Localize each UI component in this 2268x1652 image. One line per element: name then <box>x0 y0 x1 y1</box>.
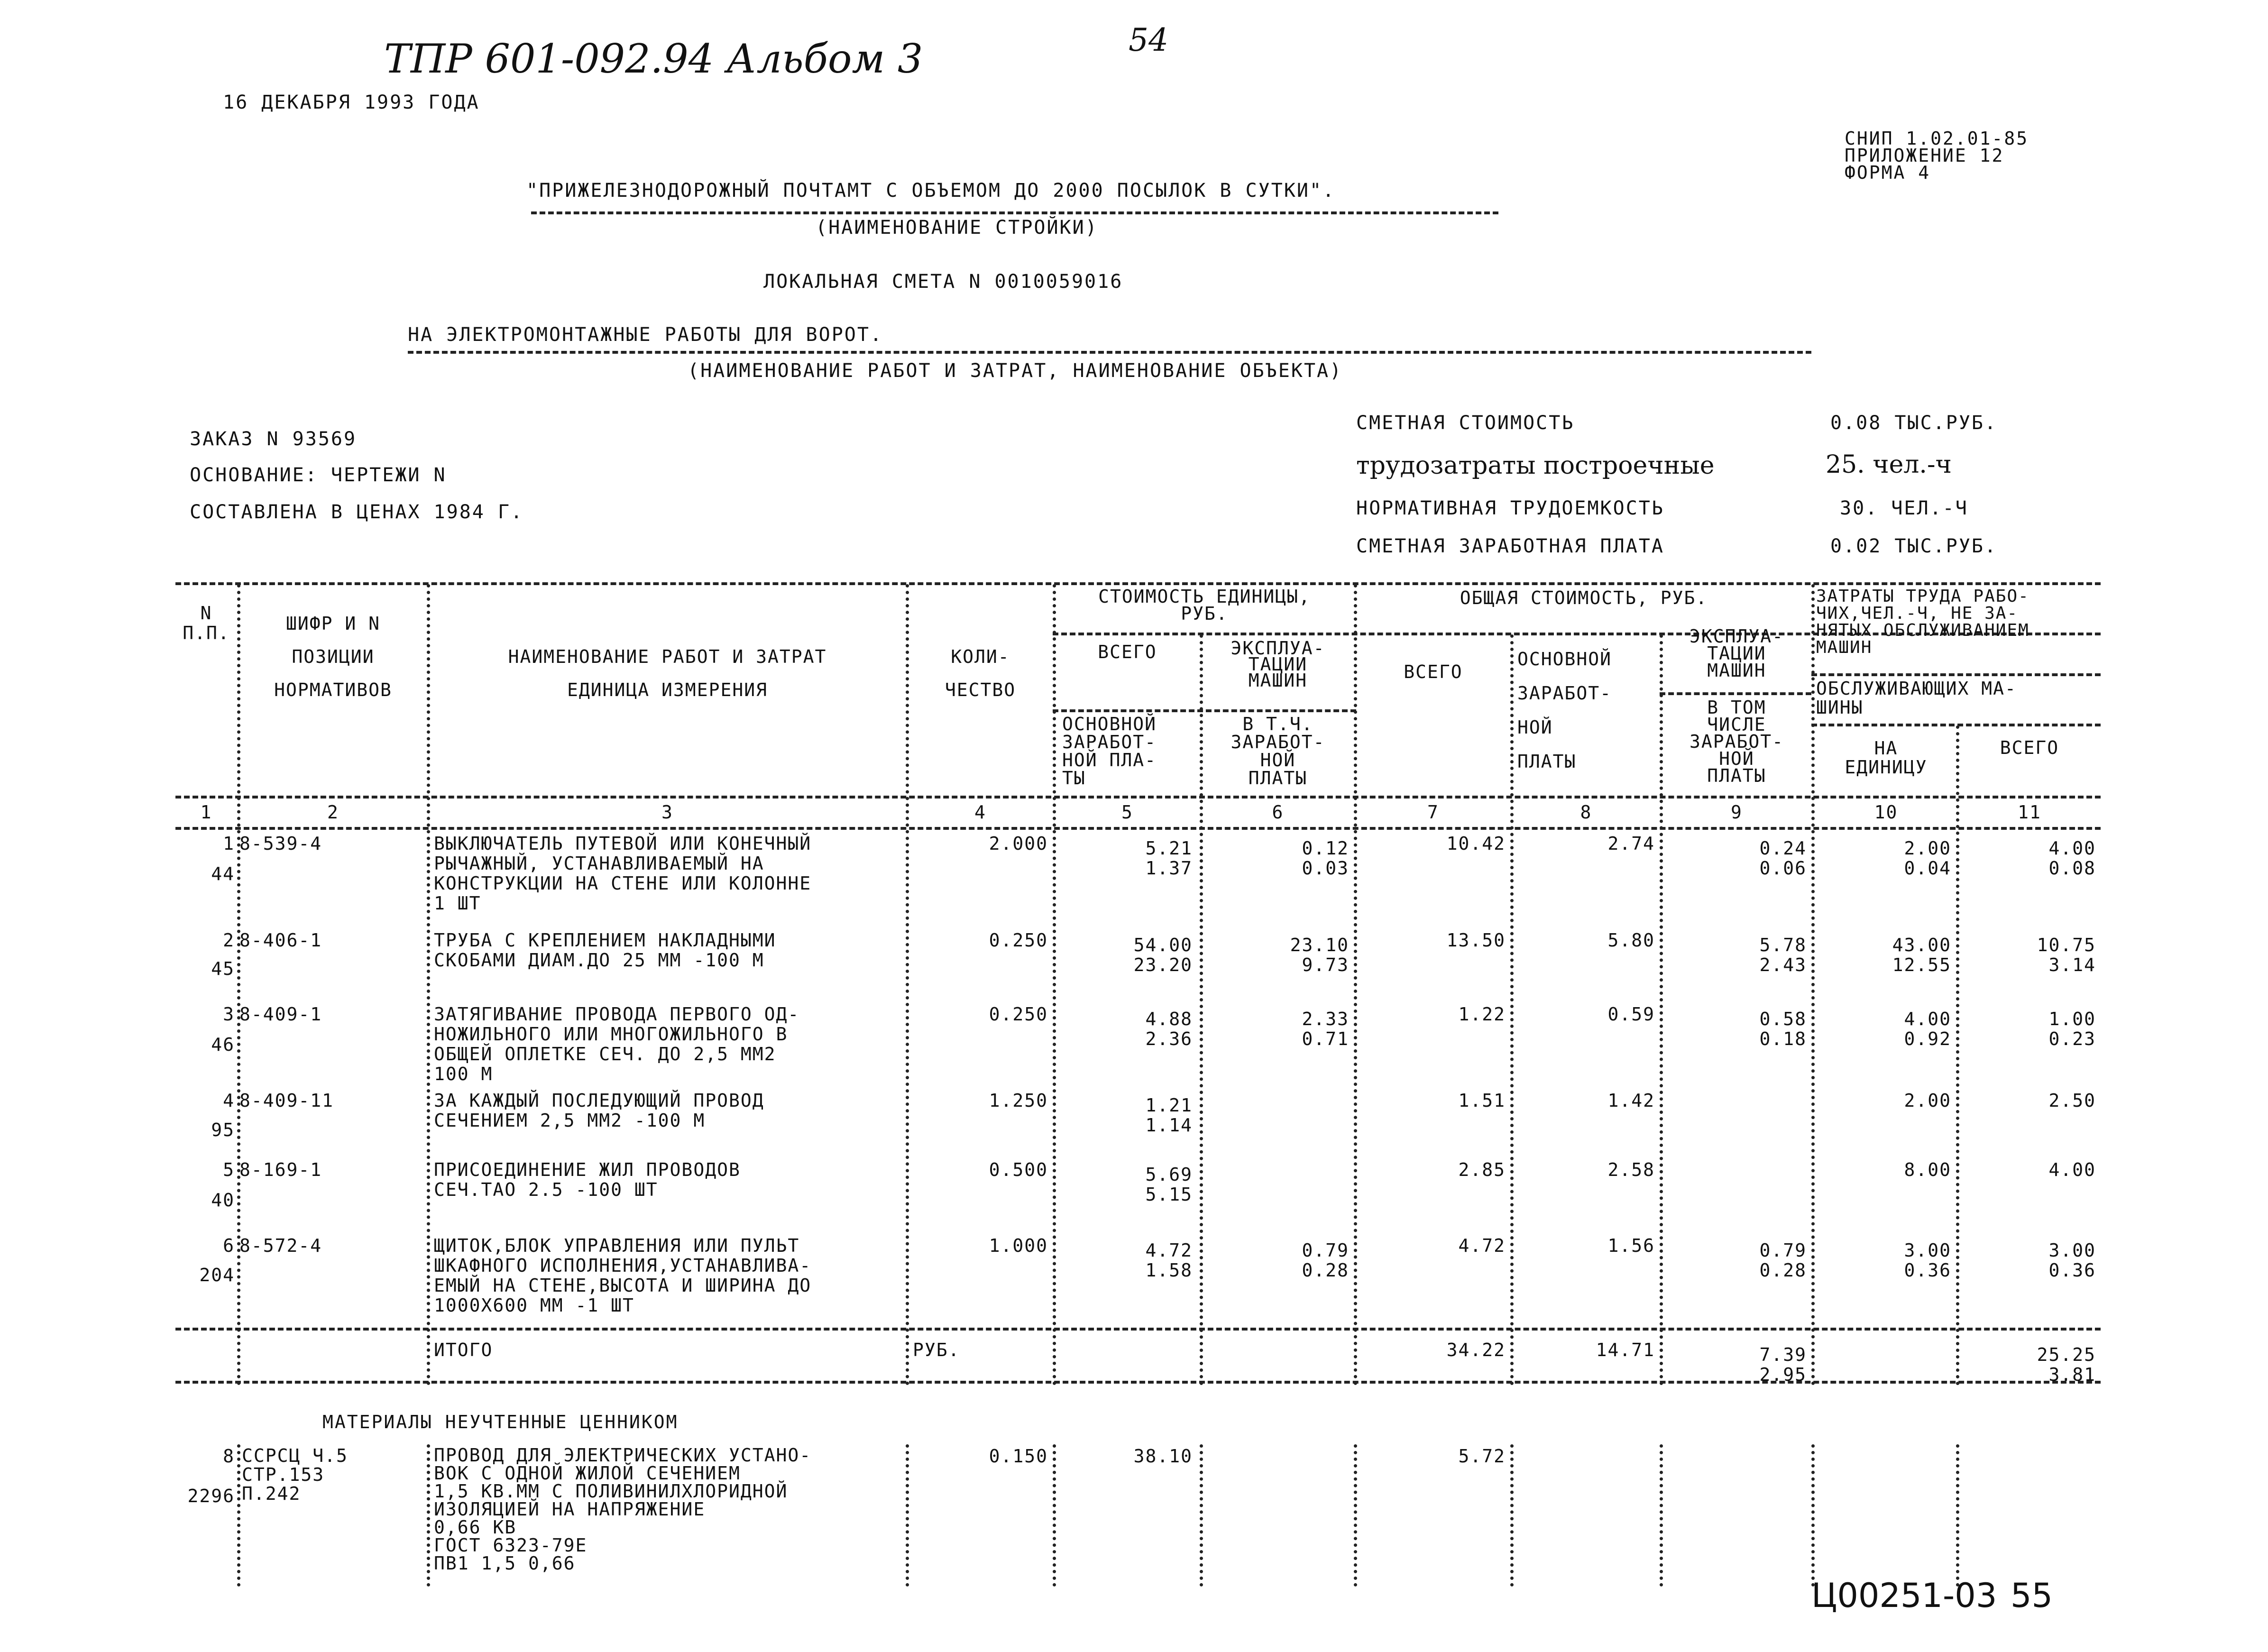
total-exploit: 0.79 0.28 <box>1759 1240 1807 1281</box>
row-number: 3 <box>223 1004 235 1025</box>
col-header-unit-cost: СТОИМОСТЬ ЕДИНИЦЫ, РУБ. <box>1098 586 1311 624</box>
column-number: 2 <box>327 802 339 823</box>
summary-value: 0.08 ТЫС.РУБ. <box>1830 412 1998 434</box>
table-rule <box>1811 673 2101 676</box>
column-separator <box>1811 584 1815 1386</box>
row-number-secondary: 46 <box>211 1034 235 1055</box>
unit-cost-total: 4.72 1.58 <box>1145 1240 1193 1281</box>
total-base-wage: 0.59 <box>1607 1004 1655 1025</box>
total-cost: 1.51 <box>1458 1090 1506 1111</box>
column-separator <box>1811 1444 1815 1587</box>
order-number: ЗАКАЗ N 93569 <box>190 428 357 450</box>
norm-code: ССРСЦ Ч.5 СТР.153 П.242 <box>242 1445 348 1504</box>
row-number-secondary: 204 <box>199 1265 235 1285</box>
col-header-unit-base-wage: ОСНОВНОЙ ЗАРАБОТ- НОЙ ПЛА- ТЫ <box>1062 714 1157 789</box>
col-header-unit-total: ВСЕГО <box>1098 642 1157 662</box>
col-header-unit-incl-wage: В Т.Ч. ЗАРАБОТ- НОЙ ПЛАТЫ <box>1230 714 1325 789</box>
col-header-total-incl-wage: В ТОМ ЧИСЛЕ ЗАРАБОТ- НОЙ ПЛАТЫ <box>1689 697 1784 786</box>
col-header-total-exploit: ЭКСПЛУА- ТАЦИИ МАШИН <box>1689 626 1784 681</box>
total-exploit: 0.24 0.06 <box>1759 838 1807 879</box>
column-separator <box>1510 1444 1514 1587</box>
total-unit: РУБ. <box>913 1340 960 1360</box>
total-base-wage: 2.58 <box>1607 1159 1655 1180</box>
work-description: ЩИТОК,БЛОК УПРАВЛЕНИЯ ИЛИ ПУЛЬТ ШКАФНОГО ИСПОЛНЕНИЯ,УСТАНАВЛИВА- ЕМЫЙ НА СТЕНЕ,ВЫСОТА И ШИРИНА ДО 1000Х600 ММ -1 ШТ <box>434 1235 812 1316</box>
work-description: ТРУБА С КРЕПЛЕНИЕМ НАКЛАДНЫМИ СКОБАМИ ДИАМ.ДО 25 ММ -100 М <box>434 930 776 971</box>
col-header-unit-exploit: ЭКСПЛУА- ТАЦИИ МАШИН <box>1230 638 1325 691</box>
row-number: 1 <box>223 833 235 854</box>
quantity: 0.250 <box>989 1004 1048 1025</box>
column-separator <box>1956 1444 1959 1587</box>
col-header-labor-unit: НА ЕДИНИЦУ <box>1845 738 1928 778</box>
summary-value: 25. чел.-ч <box>1826 450 1952 479</box>
col-header-total-base-wage: ОСНОВНОЙ ЗАРАБОТ- НОЙ ПЛАТЫ <box>1517 649 1612 772</box>
col-header-quantity: КОЛИ- ЧЕСТВО <box>945 646 1016 700</box>
total-base-wage: 5.80 <box>1607 930 1655 951</box>
estimate-title: ЛОКАЛЬНАЯ СМЕТА N 0010059016 <box>763 271 1123 293</box>
column-separator <box>1660 1444 1663 1587</box>
column-number: 5 <box>1121 802 1133 823</box>
album-reference: ТПР 601-092.94 Альбом 3 <box>384 36 923 82</box>
total-cost: 10.42 <box>1446 833 1506 854</box>
unit-cost-total: 5.69 5.15 <box>1145 1164 1193 1205</box>
work-description: ЗАТЯГИВАНИЕ ПРОВОДА ПЕРВОГО ОД- НОЖИЛЬНОГО ИЛИ МНОГОЖИЛЬНОГО В ОБЩЕЙ ОПЛЕТКЕ СЕЧ. ДО 2,5 ММ2 100 М <box>434 1004 800 1084</box>
total-base-wage: 1.56 <box>1607 1235 1655 1256</box>
work-caption: (НАИМЕНОВАНИЕ РАБОТ И ЗАТРАТ, НАИМЕНОВАНИЕ ОБЪЕКТА) <box>688 360 1343 382</box>
norm-code: 8-539-4 <box>239 833 322 854</box>
labor-unit: 2.00 <box>1904 1090 1951 1111</box>
total-cost: 5.72 <box>1458 1446 1506 1467</box>
quantity: 0.150 <box>989 1446 1048 1467</box>
materials-heading: МАТЕРИАЛЫ НЕУЧТЕННЫЕ ЦЕННИКОМ <box>322 1412 679 1432</box>
total-cost: 1.22 <box>1458 1004 1506 1025</box>
table-rule <box>1053 709 1356 712</box>
project-caption: (НАИМЕНОВАНИЕ СТРОЙКИ) <box>816 217 1098 239</box>
row-number: 2 <box>223 930 235 951</box>
row-number: 4 <box>223 1090 235 1111</box>
norm-code: 8-169-1 <box>239 1159 322 1180</box>
labor-total: 10.75 3.14 <box>2037 935 2096 975</box>
total-cost: 34.22 <box>1446 1340 1506 1360</box>
summary-value: 30. ЧЕЛ.-Ч <box>1840 497 1968 519</box>
unit-cost-exploit: 2.33 0.71 <box>1302 1009 1349 1049</box>
row-number-secondary: 95 <box>211 1120 235 1140</box>
labor-unit: 3.00 0.36 <box>1904 1240 1951 1281</box>
row-number-secondary: 45 <box>211 958 235 979</box>
page-number: 54 <box>1129 22 1168 58</box>
prices-year: СОСТАВЛЕНА В ЦЕНАХ 1984 Г. <box>190 501 524 523</box>
labor-unit: 43.00 12.55 <box>1892 935 1951 975</box>
archive-stamp: Ц00251-03 <box>1811 1576 1997 1615</box>
total-cost: 2.85 <box>1458 1159 1506 1180</box>
summary-label: НОРМАТИВНАЯ ТРУДОЕМКОСТЬ <box>1356 497 1664 519</box>
work-description: ВЫКЛЮЧАТЕЛЬ ПУТЕВОЙ ИЛИ КОНЕЧНЫЙ РЫЧАЖНЫЙ, УСТАНАВЛИВАЕМЫЙ НА КОНСТРУКЦИИ НА СТЕНЕ ИЛИ КОЛОННЕ 1 ШТ <box>434 833 812 914</box>
row-number-secondary: 44 <box>211 863 235 884</box>
col-header-number: N П.П. <box>183 603 230 643</box>
column-separator <box>1956 725 1959 1386</box>
row-number: 8 <box>223 1446 235 1467</box>
labor-total: 4.00 0.08 <box>2048 838 2096 879</box>
unit-cost-total: 1.21 1.14 <box>1145 1095 1193 1136</box>
norm-code: 8-409-11 <box>239 1090 334 1111</box>
total-base-wage: 14.71 <box>1596 1340 1655 1360</box>
total-cost: 4.72 <box>1458 1235 1506 1256</box>
col-header-labor-machines: ОБСЛУЖИВАЮЩИХ МА- ШИНЫ <box>1816 678 2017 718</box>
total-base-wage: 1.42 <box>1607 1090 1655 1111</box>
column-number: 11 <box>2018 802 2041 823</box>
unit-cost-exploit: 23.10 9.73 <box>1290 935 1349 975</box>
labor-total: 3.00 0.36 <box>2048 1240 2096 1281</box>
quantity: 0.250 <box>989 930 1048 951</box>
column-number: 6 <box>1272 802 1284 823</box>
unit-cost-total: 54.00 23.20 <box>1133 935 1193 975</box>
column-number: 8 <box>1580 802 1592 823</box>
summary-label: СМЕТНАЯ СТОИМОСТЬ <box>1356 412 1575 434</box>
quantity: 1.250 <box>989 1090 1048 1111</box>
row-number: 6 <box>223 1235 235 1256</box>
total-base-wage: 2.74 <box>1607 833 1655 854</box>
work-description: ПРИСОЕДИНЕНИЕ ЖИЛ ПРОВОДОВ СЕЧ.ТАО 2.5 -100 ШТ <box>434 1159 741 1200</box>
labor-total: 25.25 3.81 <box>2037 1344 2096 1385</box>
table-rule <box>1660 692 1811 695</box>
quantity: 2.000 <box>989 833 1048 854</box>
project-name: "ПРИЖЕЛЕЗНОДОРОЖНЫЙ ПОЧТАМТ С ОБЪЕМОМ ДО 2000 ПОСЫЛОК В СУТКИ". <box>526 180 1336 202</box>
col-header-name: НАИМЕНОВАНИЕ РАБОТ И ЗАТРАТ ЕДИНИЦА ИЗМЕРЕНИЯ <box>508 646 827 700</box>
labor-unit: 4.00 0.92 <box>1904 1009 1951 1049</box>
norm-code: 8-572-4 <box>239 1235 322 1256</box>
column-number: 4 <box>974 802 986 823</box>
underline <box>531 211 1498 214</box>
col-header-total-cost: ОБЩАЯ СТОИМОСТЬ, РУБ. <box>1460 587 1708 608</box>
summary-label: трудозатраты построечные <box>1356 451 1715 480</box>
labor-unit: 2.00 0.04 <box>1904 838 1951 879</box>
summary-value: 0.02 ТЫС.РУБ. <box>1830 535 1998 557</box>
column-number: 9 <box>1731 802 1743 823</box>
basis: ОСНОВАНИЕ: ЧЕРТЕЖИ N <box>190 464 447 486</box>
unit-cost-total: 4.88 2.36 <box>1145 1009 1193 1049</box>
labor-total: 1.00 0.23 <box>2048 1009 2096 1049</box>
labor-unit: 8.00 <box>1904 1159 1951 1180</box>
snip-reference: СНИП 1.02.01-85 ПРИЛОЖЕНИЕ 12 ФОРМА 4 <box>1845 128 2029 183</box>
column-separator <box>237 1444 240 1587</box>
labor-total: 4.00 <box>2048 1159 2096 1180</box>
unit-cost-exploit: 0.79 0.28 <box>1302 1240 1349 1281</box>
column-separator <box>1354 1444 1357 1587</box>
unit-cost-exploit: 0.12 0.03 <box>1302 838 1349 879</box>
row-number-secondary: 2296 <box>187 1486 235 1506</box>
col-header-code: ШИФР И N ПОЗИЦИИ НОРМАТИВОВ <box>274 613 392 700</box>
row-number-secondary: 40 <box>211 1190 235 1211</box>
norm-code: 8-409-1 <box>239 1004 322 1025</box>
column-separator <box>1053 1444 1056 1587</box>
column-separator <box>906 1444 909 1587</box>
work-name: НА ЭЛЕКТРОМОНТАЖНЫЕ РАБОТЫ ДЛЯ ВОРОТ. <box>408 324 883 346</box>
column-number: 7 <box>1427 802 1439 823</box>
norm-code: 8-406-1 <box>239 930 322 951</box>
total-exploit: 5.78 2.43 <box>1759 935 1807 975</box>
column-separator <box>427 1444 430 1587</box>
summary-label: СМЕТНАЯ ЗАРАБОТНАЯ ПЛАТА <box>1356 535 1664 557</box>
underline <box>408 351 1811 354</box>
work-description: ЗА КАЖДЫЙ ПОСЛЕДУЮЩИЙ ПРОВОД СЕЧЕНИЕМ 2,5 ММ2 -100 М <box>434 1090 764 1131</box>
labor-total: 2.50 <box>2048 1090 2096 1111</box>
unit-cost-total: 38.10 <box>1133 1446 1193 1467</box>
unit-cost-total: 5.21 1.37 <box>1145 838 1193 879</box>
column-number: 1 <box>200 802 212 823</box>
col-header-labor: ЗАТРАТЫ ТРУДА РАБО- ЧИХ,ЧЕЛ.-Ч, НЕ ЗА- НЯТЫХ ОБСЛУЖИВАНИЕМ МАШИН <box>1816 587 2029 657</box>
total-exploit: 7.39 2.95 <box>1759 1344 1807 1385</box>
quantity: 1.000 <box>989 1235 1048 1256</box>
material-description: ПРОВОД ДЛЯ ЭЛЕКТРИЧЕСКИХ УСТАНО- ВОК С ОДНОЙ ЖИЛОЙ СЕЧЕНИЕМ 1,5 КВ.ММ С ПОЛИВИНИЛХЛОРИДНОЙ ИЗОЛЯЦИЕЙ НА НАПРЯЖЕНИЕ 0,66 КВ ГОСТ 6323-79Е ПВ1 1,5 0,66 <box>434 1445 812 1574</box>
col-header-total-all: ВСЕГО <box>1404 661 1463 682</box>
total-label: ИТОГО <box>434 1340 493 1360</box>
column-number: 3 <box>661 802 673 823</box>
column-separator <box>1354 584 1357 1386</box>
total-exploit: 0.58 0.18 <box>1759 1009 1807 1049</box>
column-separator <box>1200 1444 1203 1587</box>
footer-page-number: 55 <box>2011 1576 2053 1615</box>
column-number: 10 <box>1874 802 1898 823</box>
col-header-labor-total: ВСЕГО <box>2000 737 2059 758</box>
date: 16 ДЕКАБРЯ 1993 ГОДА <box>223 92 480 113</box>
row-number: 5 <box>223 1159 235 1180</box>
quantity: 0.500 <box>989 1159 1048 1180</box>
total-cost: 13.50 <box>1446 930 1506 951</box>
